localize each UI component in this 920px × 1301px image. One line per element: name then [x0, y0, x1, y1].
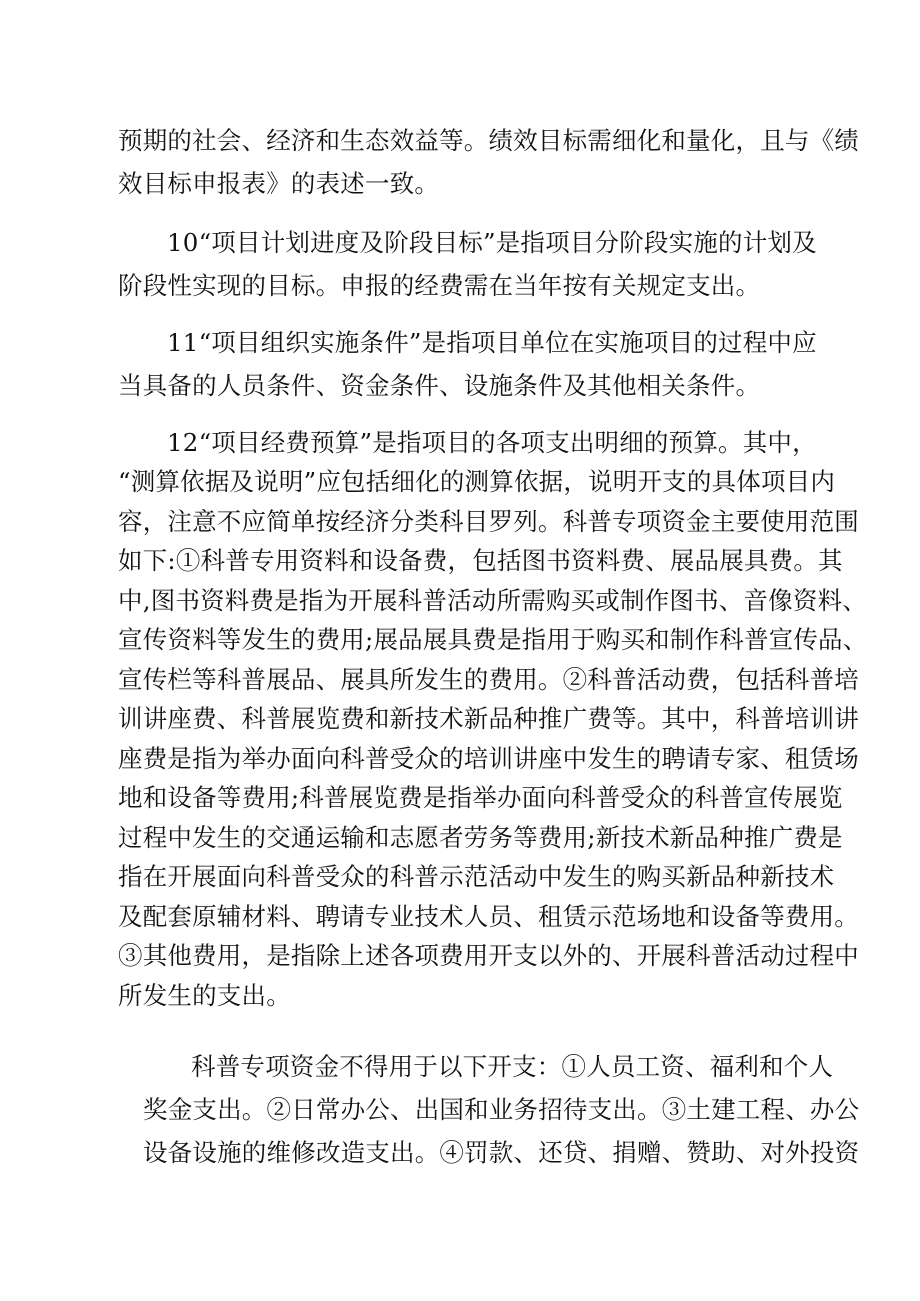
text-line: 科普专项资金不得用于以下开支：①人员工资、福利和个人: [191, 1052, 834, 1081]
text-line: 11“项目组织实施条件”是指项目单位在实施项目的过程中应: [167, 328, 817, 357]
text-line: 容，注意不应简单按经济分类科目罗列。科普专项资金主要使用范围: [118, 507, 859, 536]
text-line: 座费是指为举办面向科普受众的培训讲座中发生的聘请专家、租赁场: [118, 744, 859, 773]
text-line: 设备设施的维修改造支出。④罚款、还贷、捐赠、赞助、对外投资: [143, 1138, 860, 1167]
text-line: 地和设备等费用;科普展览费是指举办面向科普受众的科普宣传展览: [118, 783, 843, 812]
text-line: 效目标申报表》的表述一致。: [118, 169, 440, 198]
text-line: “测算依据及说明”应包括细化的测算依据，说明开支的具体项目内: [118, 467, 836, 496]
text-line: 指在开展面向科普受众的科普示范活动中发生的购买新品种新技术: [118, 862, 835, 891]
text-line: 及配套原辅材料、聘请专业技术人员、租赁示范场地和设备等费用。: [118, 902, 859, 931]
text-line: 中,图书资料费是指为开展科普活动所需购买或制作图书、音像资料、: [118, 586, 867, 615]
text-line: 所发生的支出。: [118, 981, 291, 1010]
text-line: ③其他费用，是指除上述各项费用开支以外的、开展科普活动过程中: [118, 941, 859, 970]
text-line: 预期的社会、经济和生态效益等。绩效目标需细化和量化，且与《绩: [118, 126, 859, 155]
text-line: 如下:①科普专用资料和设备费，包括图书资料费、展品展具费。其: [118, 546, 843, 575]
text-line: 宣传栏等科普展品、展具所发生的费用。②科普活动费，包括科普培: [118, 665, 859, 694]
text-line: 12“项目经费预算”是指项目的各项支出明细的预算。其中，: [167, 428, 817, 457]
text-line: 当具备的人员条件、资金条件、设施条件及其他相关条件。: [118, 371, 761, 400]
text-line: 训讲座费、科普展览费和新技术新品种推广费等。其中，科普培训讲: [118, 704, 859, 733]
text-line: 奖金支出。②日常办公、出国和业务招待支出。③土建工程、办公: [143, 1095, 860, 1124]
text-line: 阶段性实现的目标。申报的经费需在当年按有关规定支出。: [118, 271, 761, 300]
text-line: 过程中发生的交通运输和志愿者劳务等费用;新技术新品种推广费是: [118, 823, 843, 852]
text-line: 10“项目计划进度及阶段目标”是指项目分阶段实施的计划及: [167, 228, 817, 257]
text-line: 宣传资料等发生的费用;展品展具费是指用于购买和制作科普宣传品、: [118, 625, 868, 654]
